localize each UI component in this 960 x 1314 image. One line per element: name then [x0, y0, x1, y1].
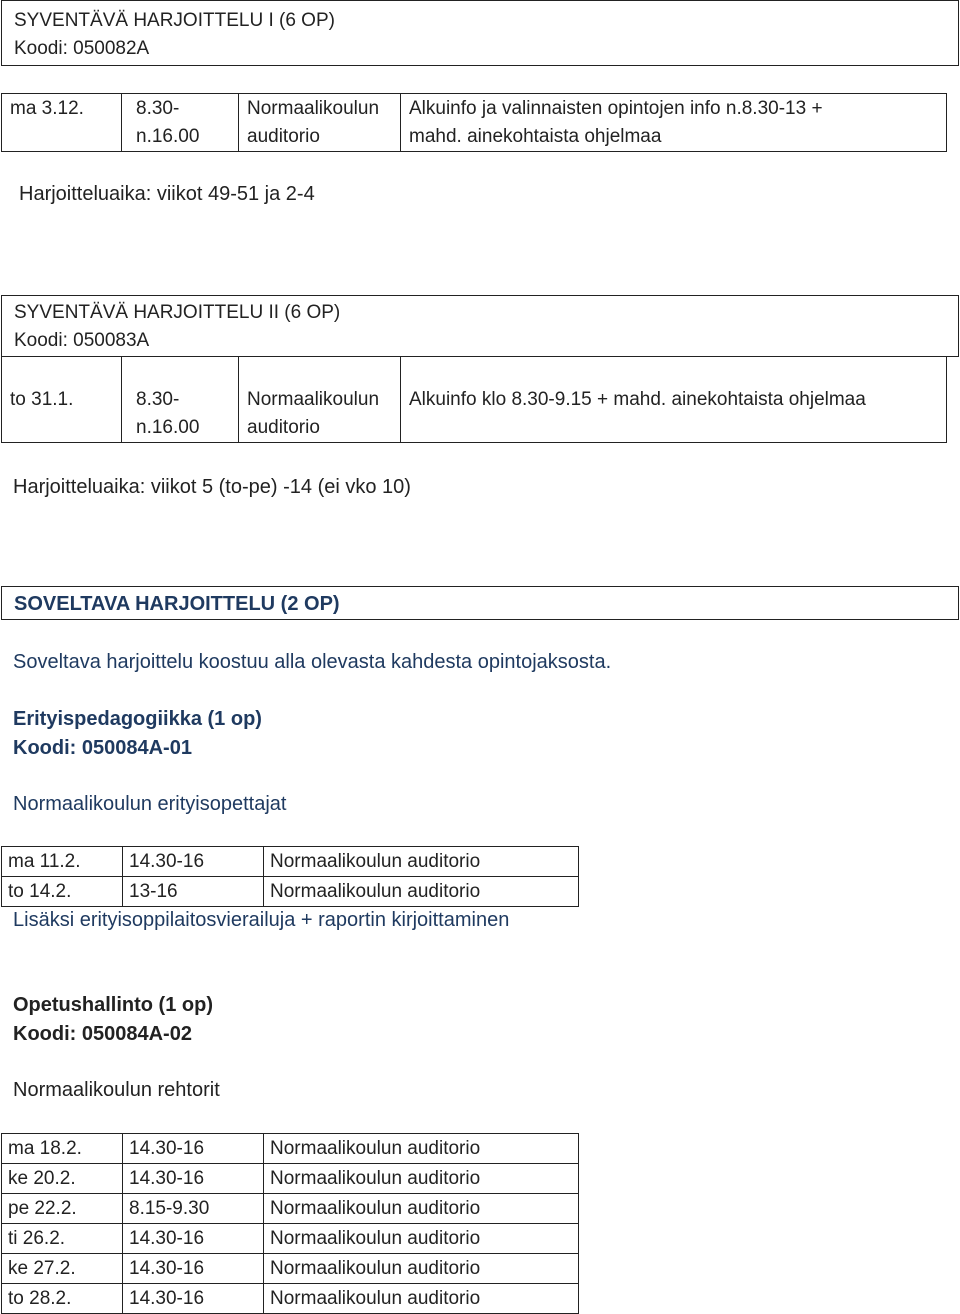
table-row	[2, 94, 947, 152]
syv2-schedule-table	[1, 357, 947, 443]
syv2-title: SYVENTÄVÄ HARJOITTELU II (6 OP)	[14, 302, 341, 323]
session-time: 14.30-16	[123, 1164, 264, 1194]
syv2-place: Normaalikoulun auditorio	[239, 357, 401, 443]
syv1-schedule-table	[1, 93, 947, 152]
session-place: Normaalikoulun auditorio	[264, 1164, 579, 1194]
session-place: Normaalikoulun auditorio	[264, 1224, 579, 1254]
table-row	[2, 1284, 579, 1314]
ope-session-table	[1, 1133, 579, 1314]
table-row	[2, 1254, 579, 1284]
syv1-code: Koodi: 050082A	[14, 38, 150, 59]
table-row	[2, 1224, 579, 1254]
session-day: ma 11.2.	[2, 847, 123, 877]
session-time: 14.30-16	[123, 1284, 264, 1314]
syv2-header-box	[1, 295, 959, 357]
table-row	[2, 357, 947, 443]
ope-teachers: Normaalikoulun rehtorit	[13, 1079, 220, 1101]
syv1-time: 8.30- n.16.00	[122, 94, 239, 152]
syv2-time: 8.30- n.16.00	[122, 357, 239, 443]
syv1-header-box	[1, 0, 959, 66]
table-row	[2, 877, 579, 907]
eri-note: Lisäksi erityisoppilaitosvierailuja + raportin kirjoittaminen	[13, 909, 510, 931]
ope-code: Koodi: 050084A-02	[13, 1023, 192, 1045]
session-time: 14.30-16	[123, 1134, 264, 1164]
eri-teachers: Normaalikoulun erityisopettajat	[13, 793, 287, 815]
syv2-day: to 31.1.	[2, 357, 122, 443]
session-day: to 28.2.	[2, 1284, 123, 1314]
session-time: 14.30-16	[123, 1224, 264, 1254]
syv2-period: Harjoitteluaika: viikot 5 (to-pe) -14 (ei vko 10)	[13, 476, 411, 498]
table-row	[2, 1134, 579, 1164]
session-place: Normaalikoulun auditorio	[264, 847, 579, 877]
syv2-desc: Alkuinfo klo 8.30-9.15 + mahd. ainekohtaista ohjelmaa	[401, 357, 947, 443]
eri-title: Erityispedagogiikka (1 op)	[13, 708, 262, 730]
eri-session-table	[1, 846, 579, 907]
table-row	[2, 1194, 579, 1224]
session-time: 8.15-9.30	[123, 1194, 264, 1224]
session-place: Normaalikoulun auditorio	[264, 877, 579, 907]
syv2-code: Koodi: 050083A	[14, 330, 150, 351]
session-time: 14.30-16	[123, 1254, 264, 1284]
session-day: pe 22.2.	[2, 1194, 123, 1224]
syv1-day: ma 3.12.	[2, 94, 122, 152]
session-place: Normaalikoulun auditorio	[264, 1134, 579, 1164]
session-time: 13-16	[123, 877, 264, 907]
table-row	[2, 1164, 579, 1194]
session-day: ma 18.2.	[2, 1134, 123, 1164]
session-day: ke 20.2.	[2, 1164, 123, 1194]
sov-title: SOVELTAVA HARJOITTELU (2 OP)	[14, 593, 340, 615]
syv1-place: Normaalikoulun auditorio	[239, 94, 401, 152]
eri-code: Koodi: 050084A-01	[13, 737, 192, 759]
syv1-title: SYVENTÄVÄ HARJOITTELU I (6 OP)	[14, 10, 335, 31]
session-place: Normaalikoulun auditorio	[264, 1284, 579, 1314]
sov-intro: Soveltava harjoittelu koostuu alla olevasta kahdesta opintojaksosta.	[13, 651, 612, 673]
syv1-desc: Alkuinfo ja valinnaisten opintojen info n.8.30-13 + mahd. ainekohtaista ohjelmaa	[401, 94, 947, 152]
session-day: ti 26.2.	[2, 1224, 123, 1254]
ope-title: Opetushallinto (1 op)	[13, 994, 213, 1016]
sov-header-box	[1, 586, 959, 620]
session-place: Normaalikoulun auditorio	[264, 1194, 579, 1224]
session-time: 14.30-16	[123, 847, 264, 877]
session-place: Normaalikoulun auditorio	[264, 1254, 579, 1284]
session-day: to 14.2.	[2, 877, 123, 907]
session-day: ke 27.2.	[2, 1254, 123, 1284]
syv1-period: Harjoitteluaika: viikot 49-51 ja 2-4	[19, 183, 315, 205]
table-row	[2, 847, 579, 877]
